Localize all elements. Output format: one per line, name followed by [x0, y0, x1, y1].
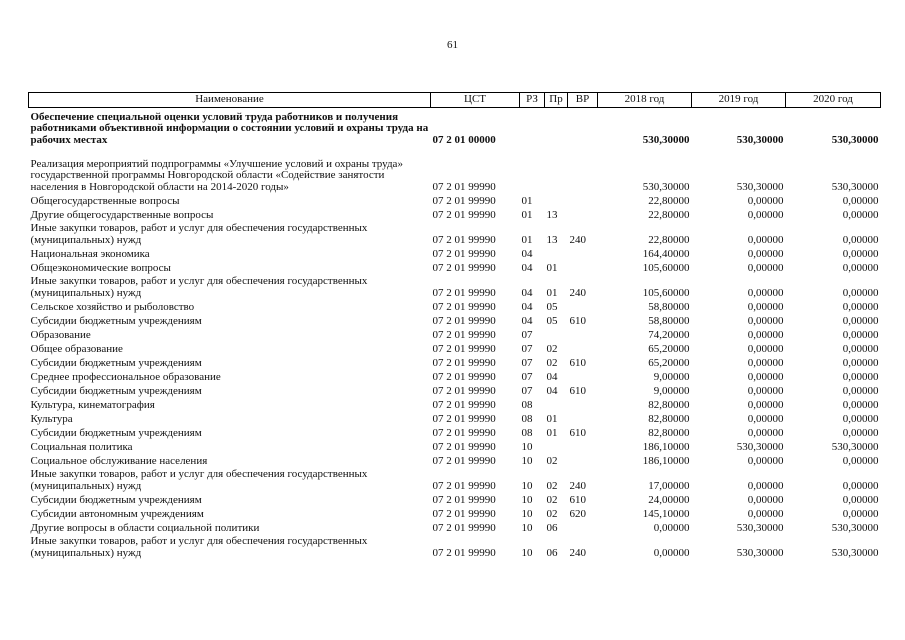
cell-vr [568, 520, 598, 534]
cell-pr [545, 439, 568, 453]
cell-y2018: 105,60000 [642, 261, 690, 274]
cell-y2019: 0,00000 [747, 370, 784, 383]
cell-rz: 08 [521, 412, 533, 425]
cell-y2019: 0,00000 [747, 426, 784, 439]
table-row [29, 327, 881, 341]
cell-cst: 07 2 01 99990 [432, 247, 496, 260]
cell-y2019: 530,30000 [736, 546, 784, 559]
cell-pr: 04 [546, 370, 558, 383]
header-name: Наименование [29, 93, 431, 108]
cell-y2020: 0,00000 [842, 356, 879, 369]
cell-name: Субсидии автономным учреждениям [30, 507, 204, 520]
cell-cst: 07 2 01 99990 [432, 194, 496, 207]
cell-y2020: 530,30000 [831, 521, 879, 534]
cell-vr [568, 246, 598, 260]
cell-rz: 10 [521, 479, 533, 492]
budget-table [28, 92, 881, 559]
cell-cst: 07 2 01 99990 [432, 233, 496, 246]
cell-y2020: 0,00000 [842, 300, 879, 313]
cell-y2019: 530,30000 [736, 133, 784, 146]
table-row [29, 369, 881, 383]
cell-y2020: 0,00000 [842, 261, 879, 274]
header-vr: ВР [568, 93, 598, 108]
table-row [29, 453, 881, 467]
cell-y2018: 145,10000 [642, 507, 690, 520]
cell-y2019: 0,00000 [747, 493, 784, 506]
cell-pr: 06 [546, 521, 558, 534]
cell-pr [545, 397, 568, 411]
cell-y2019: 0,00000 [747, 194, 784, 207]
cell-y2018: 24,00000 [648, 493, 690, 506]
cell-pr: 13 [546, 208, 558, 221]
cell-y2019: 0,00000 [747, 454, 784, 467]
cell-y2018: 82,80000 [648, 412, 690, 425]
table-row [29, 146, 881, 193]
cell-y2019: 0,00000 [747, 507, 784, 520]
cell-y2019: 530,30000 [736, 180, 784, 193]
table-row [29, 383, 881, 397]
cell-vr: 240 [569, 233, 586, 246]
cell-y2020: 0,00000 [842, 384, 879, 397]
cell-pr: 02 [546, 356, 558, 369]
cell-y2018: 65,20000 [648, 342, 690, 355]
cell-y2019: 0,00000 [747, 479, 784, 492]
table-row [29, 221, 881, 246]
cell-name: Культура [30, 412, 73, 425]
cell-y2020: 0,00000 [842, 426, 879, 439]
cell-pr: 02 [546, 479, 558, 492]
table-row [29, 534, 881, 559]
table-row [29, 108, 881, 147]
cell-y2020: 0,00000 [842, 412, 879, 425]
cell-vr [568, 108, 598, 147]
cell-y2018: 0,00000 [653, 521, 690, 534]
cell-vr [568, 299, 598, 313]
cell-cst: 07 2 01 99990 [432, 384, 496, 397]
cell-y2018: 58,80000 [648, 300, 690, 313]
cell-vr [568, 369, 598, 383]
cell-y2019: 0,00000 [747, 208, 784, 221]
cell-y2018: 22,80000 [648, 208, 690, 221]
cell-rz: 01 [521, 208, 533, 221]
cell-pr: 02 [546, 493, 558, 506]
cell-y2019: 0,00000 [747, 286, 784, 299]
cell-rz [520, 146, 545, 193]
cell-rz: 07 [521, 328, 533, 341]
cell-cst: 07 2 01 00000 [432, 133, 496, 146]
cell-pr: 06 [546, 546, 558, 559]
cell-y2018: 186,10000 [642, 440, 690, 453]
cell-rz: 08 [521, 398, 533, 411]
cell-y2020: 0,00000 [842, 194, 879, 207]
cell-name: Общее образование [30, 342, 123, 355]
cell-y2019: 0,00000 [747, 247, 784, 260]
cell-rz: 08 [521, 426, 533, 439]
table-row [29, 467, 881, 492]
table-row [29, 193, 881, 207]
cell-y2018: 65,20000 [648, 356, 690, 369]
cell-pr: 01 [546, 412, 558, 425]
cell-cst: 07 2 01 99990 [432, 398, 496, 411]
cell-y2018: 82,80000 [648, 398, 690, 411]
cell-vr [568, 146, 598, 193]
cell-name: Общегосударственные вопросы [30, 194, 180, 207]
cell-rz: 07 [521, 384, 533, 397]
cell-pr: 01 [546, 426, 558, 439]
cell-cst: 07 2 01 99990 [432, 521, 496, 534]
table-row [29, 520, 881, 534]
cell-y2020: 0,00000 [842, 208, 879, 221]
cell-y2018: 9,00000 [653, 384, 690, 397]
page-number: 61 [447, 39, 458, 51]
cell-rz: 10 [521, 440, 533, 453]
cell-vr [568, 327, 598, 341]
cell-name: Субсидии бюджетным учреждениям [30, 493, 202, 506]
header-2018: 2018 год [598, 93, 692, 108]
cell-y2020: 0,00000 [842, 454, 879, 467]
cell-y2018: 164,40000 [642, 247, 690, 260]
cell-pr: 02 [546, 507, 558, 520]
cell-y2018: 530,30000 [642, 133, 690, 146]
cell-name: Общеэкономические вопросы [30, 261, 171, 274]
cell-rz: 10 [521, 454, 533, 467]
table-row [29, 207, 881, 221]
cell-y2018: 82,80000 [648, 426, 690, 439]
cell-cst: 07 2 01 99990 [432, 440, 496, 453]
cell-name: Субсидии бюджетным учреждениям [30, 356, 202, 369]
table-row [29, 492, 881, 506]
cell-name: Культура, кинематография [30, 398, 155, 411]
cell-y2018: 58,80000 [648, 314, 690, 327]
cell-vr: 620 [569, 507, 586, 520]
cell-name: Другие вопросы в области социальной политики [30, 521, 260, 534]
cell-pr: 05 [546, 314, 558, 327]
cell-y2018: 9,00000 [653, 370, 690, 383]
cell-rz: 04 [521, 314, 533, 327]
cell-name: Социальная политика [30, 440, 133, 453]
cell-pr: 01 [546, 286, 558, 299]
cell-y2020: 0,00000 [842, 398, 879, 411]
cell-y2020: 0,00000 [842, 493, 879, 506]
cell-cst: 07 2 01 99990 [432, 546, 496, 559]
table-row [29, 439, 881, 453]
cell-name: Обеспечение специальной оценки условий труда работников и получения работниками объективной информации о состоянии условий и охраны труда на рабочих местах [30, 110, 429, 146]
cell-y2019: 0,00000 [747, 233, 784, 246]
cell-cst: 07 2 01 99990 [432, 426, 496, 439]
cell-rz: 04 [521, 247, 533, 260]
cell-y2018: 186,10000 [642, 454, 690, 467]
cell-cst: 07 2 01 99990 [432, 180, 496, 193]
cell-vr [568, 411, 598, 425]
cell-name: Сельское хозяйство и рыболовство [30, 300, 195, 313]
cell-vr: 610 [569, 314, 586, 327]
cell-y2018: 530,30000 [642, 180, 690, 193]
table-row [29, 506, 881, 520]
cell-y2019: 530,30000 [736, 440, 784, 453]
cell-rz: 10 [521, 493, 533, 506]
cell-vr [568, 439, 598, 453]
cell-y2020: 0,00000 [842, 370, 879, 383]
table-header-row [29, 93, 881, 108]
cell-rz [520, 108, 545, 147]
cell-vr [568, 341, 598, 355]
cell-y2018: 22,80000 [648, 194, 690, 207]
cell-cst: 07 2 01 99990 [432, 454, 496, 467]
cell-rz: 01 [521, 194, 533, 207]
cell-vr: 240 [569, 286, 586, 299]
cell-rz: 07 [521, 342, 533, 355]
cell-rz: 10 [521, 521, 533, 534]
cell-name: Социальное обслуживание населения [30, 454, 208, 467]
cell-pr: 05 [546, 300, 558, 313]
cell-cst: 07 2 01 99990 [432, 328, 496, 341]
cell-y2019: 0,00000 [747, 314, 784, 327]
cell-vr: 610 [569, 384, 586, 397]
cell-pr [545, 246, 568, 260]
cell-cst: 07 2 01 99990 [432, 286, 496, 299]
cell-name: Национальная экономика [30, 247, 150, 260]
cell-rz: 07 [521, 356, 533, 369]
table-row [29, 425, 881, 439]
cell-name: Субсидии бюджетным учреждениям [30, 384, 202, 397]
cell-y2020: 0,00000 [842, 342, 879, 355]
cell-name: Иные закупки товаров, работ и услуг для обеспечения государственных (муниципальных) нужд [30, 468, 368, 492]
cell-y2020: 530,30000 [831, 440, 879, 453]
cell-y2020: 0,00000 [842, 286, 879, 299]
cell-y2020: 530,30000 [831, 546, 879, 559]
cell-cst: 07 2 01 99990 [432, 507, 496, 520]
cell-vr: 610 [569, 493, 586, 506]
table-row [29, 355, 881, 369]
cell-name: Иные закупки товаров, работ и услуг для обеспечения государственных (муниципальных) нужд [30, 535, 368, 559]
header-2020: 2020 год [786, 93, 881, 108]
cell-name: Образование [30, 328, 91, 341]
cell-name: Реализация мероприятий подпрограммы «Улучшение условий и охраны труда» государственной программы Новгородской области «Содействие занятости населения в Новгородской области на 2014-2020 годы» [30, 157, 403, 193]
cell-y2020: 530,30000 [831, 180, 879, 193]
header-pr: Пр [545, 93, 568, 108]
cell-y2018: 74,20000 [648, 328, 690, 341]
cell-pr: 02 [546, 454, 558, 467]
cell-cst: 07 2 01 99990 [432, 479, 496, 492]
table-row [29, 246, 881, 260]
cell-name: Среднее профессиональное образование [30, 370, 221, 383]
cell-y2020: 0,00000 [842, 233, 879, 246]
cell-cst: 07 2 01 99990 [432, 342, 496, 355]
cell-y2020: 0,00000 [842, 314, 879, 327]
cell-y2020: 0,00000 [842, 507, 879, 520]
cell-rz: 10 [521, 546, 533, 559]
cell-cst: 07 2 01 99990 [432, 261, 496, 274]
table-row [29, 341, 881, 355]
cell-y2019: 0,00000 [747, 384, 784, 397]
cell-cst: 07 2 01 99990 [432, 370, 496, 383]
cell-rz: 10 [521, 507, 533, 520]
cell-name: Субсидии бюджетным учреждениям [30, 426, 202, 439]
cell-rz: 04 [521, 300, 533, 313]
cell-vr: 240 [569, 546, 586, 559]
table-row [29, 397, 881, 411]
cell-pr: 02 [546, 342, 558, 355]
cell-pr: 01 [546, 261, 558, 274]
cell-y2018: 17,00000 [648, 479, 690, 492]
cell-vr [568, 397, 598, 411]
table-row [29, 299, 881, 313]
cell-y2019: 0,00000 [747, 398, 784, 411]
cell-y2019: 0,00000 [747, 342, 784, 355]
cell-y2020: 0,00000 [842, 247, 879, 260]
cell-vr: 610 [569, 426, 586, 439]
cell-cst: 07 2 01 99990 [432, 208, 496, 221]
cell-vr [568, 453, 598, 467]
cell-cst: 07 2 01 99990 [432, 300, 496, 313]
cell-pr [545, 146, 568, 193]
cell-rz: 04 [521, 261, 533, 274]
cell-rz: 04 [521, 286, 533, 299]
cell-name: Иные закупки товаров, работ и услуг для обеспечения государственных (муниципальных) нужд [30, 275, 368, 299]
cell-vr [568, 193, 598, 207]
cell-y2019: 530,30000 [736, 521, 784, 534]
cell-y2020: 530,30000 [831, 133, 879, 146]
cell-cst: 07 2 01 99990 [432, 314, 496, 327]
cell-cst: 07 2 01 99990 [432, 356, 496, 369]
cell-y2020: 0,00000 [842, 479, 879, 492]
cell-pr: 13 [546, 233, 558, 246]
table-row [29, 274, 881, 299]
cell-vr [568, 260, 598, 274]
cell-cst: 07 2 01 99990 [432, 493, 496, 506]
cell-pr: 04 [546, 384, 558, 397]
cell-pr [545, 193, 568, 207]
table-row [29, 411, 881, 425]
cell-rz: 01 [521, 233, 533, 246]
cell-y2019: 0,00000 [747, 328, 784, 341]
cell-y2019: 0,00000 [747, 300, 784, 313]
cell-y2019: 0,00000 [747, 412, 784, 425]
cell-y2019: 0,00000 [747, 261, 784, 274]
cell-y2019: 0,00000 [747, 356, 784, 369]
cell-y2018: 0,00000 [653, 546, 690, 559]
cell-vr: 610 [569, 356, 586, 369]
cell-y2018: 105,60000 [642, 286, 690, 299]
cell-rz: 07 [521, 370, 533, 383]
cell-y2018: 22,80000 [648, 233, 690, 246]
cell-cst: 07 2 01 99990 [432, 412, 496, 425]
cell-vr: 240 [569, 479, 586, 492]
header-cst: ЦСТ [431, 93, 520, 108]
cell-pr [545, 327, 568, 341]
cell-pr [545, 108, 568, 147]
cell-vr [568, 207, 598, 221]
cell-name: Иные закупки товаров, работ и услуг для обеспечения государственных (муниципальных) нужд [30, 222, 368, 246]
table-row [29, 313, 881, 327]
header-rz: РЗ [520, 93, 545, 108]
cell-name: Другие общегосударственные вопросы [30, 208, 214, 221]
table-row [29, 260, 881, 274]
header-2019: 2019 год [692, 93, 786, 108]
cell-y2020: 0,00000 [842, 328, 879, 341]
cell-name: Субсидии бюджетным учреждениям [30, 314, 202, 327]
